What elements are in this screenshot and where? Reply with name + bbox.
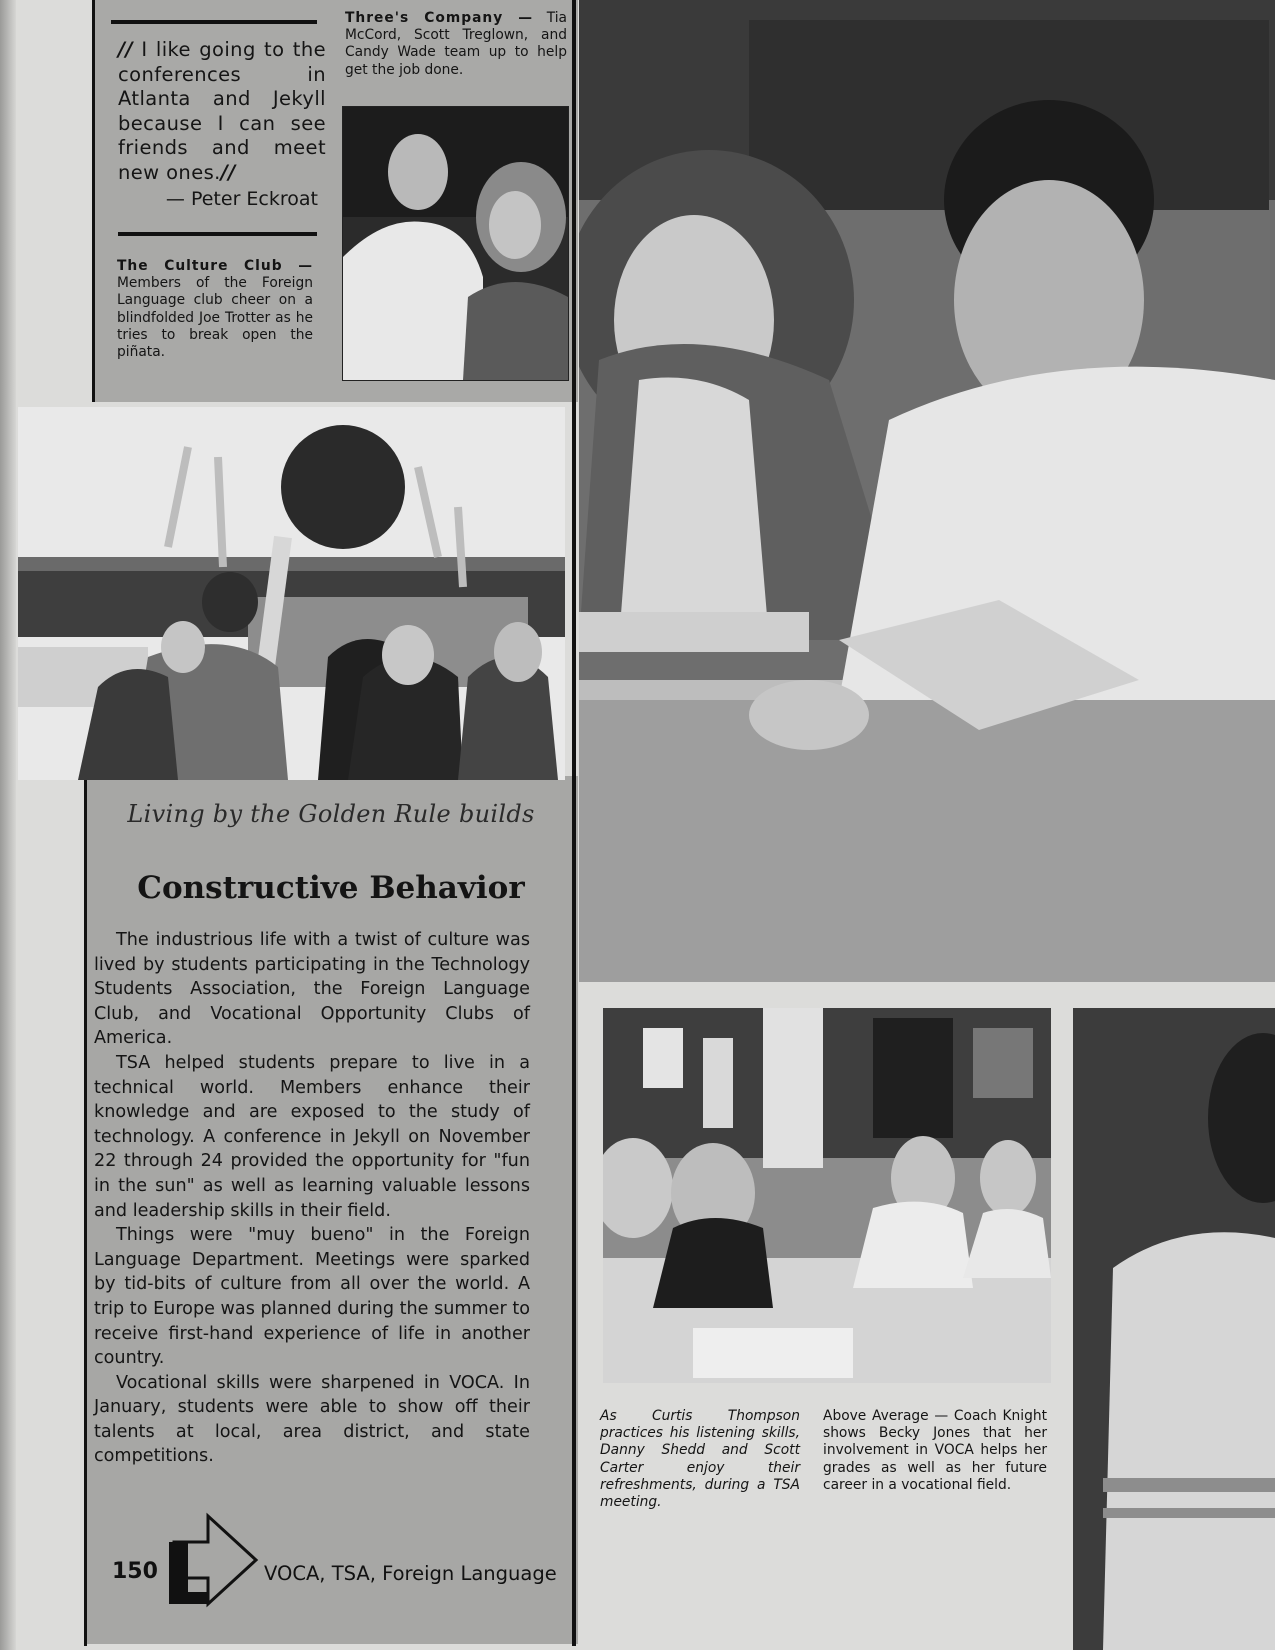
story-paragraph: The industrious life with a twist of culture was lived by students participating in the Technology Students Association, the Foreign Language Club, and Vocational Opportunity Clubs of America. [94, 930, 530, 1049]
photo-voca-coach [1073, 1008, 1275, 1650]
pull-quote [118, 38, 326, 185]
panel-border-left-bottom [84, 776, 87, 1646]
story-paragraph: Vocational skills were sharpened in VOCA. In January, students were able to show off their talents at local, area district, and state competitions. [94, 1372, 530, 1467]
photo-tsa-meeting [603, 1008, 1051, 1383]
photo-culture-club-pinata [18, 407, 565, 780]
caption-above-average [823, 1408, 1047, 1494]
photo-image [579, 0, 1275, 982]
story-body [94, 928, 530, 1469]
photo-image [18, 407, 565, 780]
quote-text: I like going to the conferences in Atlanta and Jekyll because I can see friends and meet new ones. [118, 38, 326, 184]
story-paragraph: Things were "muy bueno" in the Foreign Language Department. Meetings were sparked by tid-bits of culture from all over the world. A trip to Europe was planned during the summer to receive first-hand experience of life in another country. [94, 1225, 530, 1369]
arrow-right-icon [168, 1512, 260, 1608]
quote-rule-bottom [118, 232, 317, 236]
caption-title: Three's Company — [345, 10, 534, 26]
section-label: VOCA, TSA, Foreign Language [264, 1562, 557, 1585]
photo-image [603, 1008, 1051, 1383]
caption-culture-club [117, 258, 313, 361]
caption-text: Tia McCord, Scott Treglown, and Candy Wade team up to help get the job done. [345, 10, 568, 78]
quote-rule-top [111, 20, 317, 24]
photo-threes-company [342, 106, 569, 381]
quote-author: — Peter Eckroat [165, 188, 318, 210]
caption-text: Members of the Foreign Language club cheer on a blindfolded Joe Trotter as he tries to break open the piñata. [117, 275, 313, 361]
caption-title: The Culture Club — [117, 258, 313, 274]
page-binding-edge [0, 0, 16, 1650]
photo-image [343, 107, 568, 380]
photo-study-pair [579, 0, 1275, 982]
page-number: 150 [112, 1559, 158, 1584]
story-kicker: Living by the Golden Rule builds [127, 800, 535, 828]
panel-border-left-top [92, 0, 95, 402]
caption-threes-company [345, 10, 567, 79]
photo-image [1073, 1008, 1275, 1650]
caption-text: Coach Knight shows Becky Jones that her involvement in VOCA helps her grades as well as her future career in a vocational field. [823, 1408, 1047, 1493]
story-paragraph: TSA helped students prepare to live in a technical world. Members enhance their knowledge and are exposed to the study of technology. A conference in Jekyll on November 22 through 24 provided the opportunity for "fun in the sun" as well as learning valuable lessons and leadership skills in their field. [94, 1052, 530, 1221]
quote-close-mark: // [220, 160, 236, 184]
panel-border-right [572, 0, 576, 1646]
caption-title: Above Average — [823, 1408, 949, 1424]
quote-open-mark: // [118, 38, 134, 61]
caption-tsa-meeting: As Curtis Thompson practices his listening skills, Danny Shedd and Scott Carter enjoy their refreshments, during a TSA meeting. [600, 1408, 800, 1511]
story-headline: Constructive Behavior [137, 870, 525, 906]
